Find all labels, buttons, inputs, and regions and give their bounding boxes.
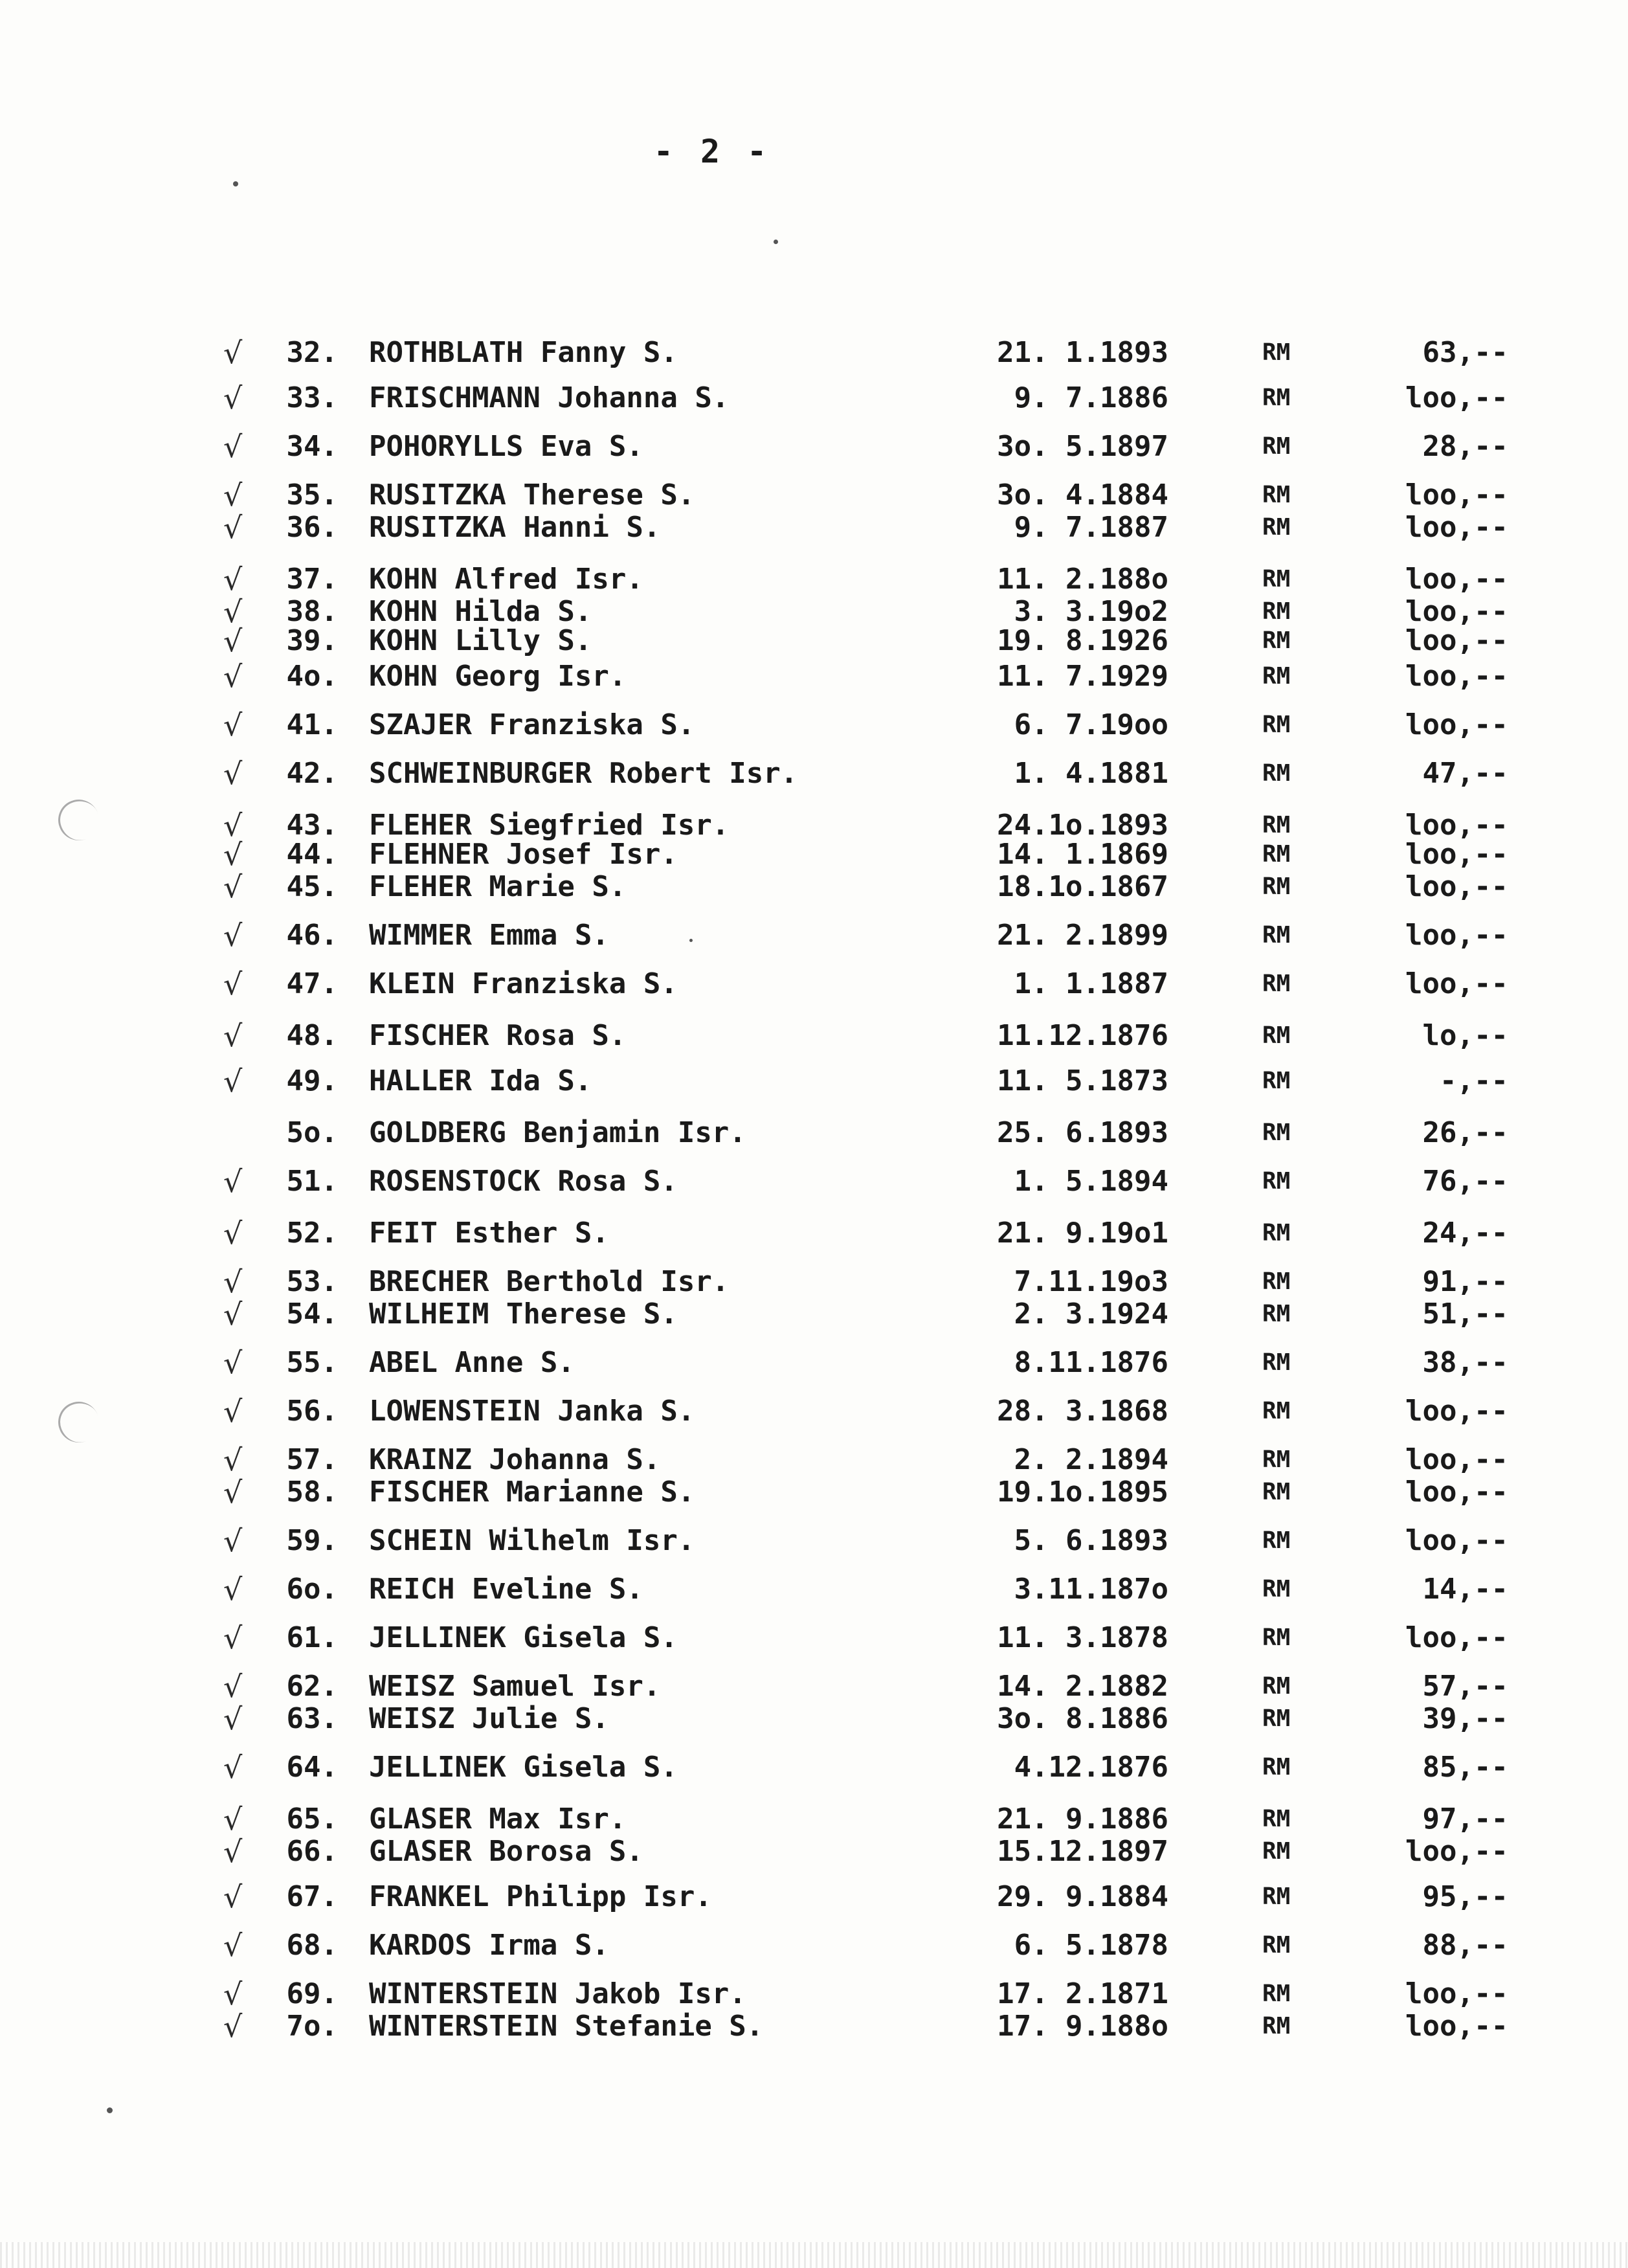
record-row [0,838,1628,871]
birth-date: 29. 9.1884 [997,1880,1168,1913]
person-name: KRAINZ Johanna S. [369,1443,661,1476]
record-number: 6o. [286,1573,338,1606]
birth-date: 6. 7.19oo [1014,708,1168,741]
currency: RM [1262,1398,1291,1424]
check-mark: √ [223,1064,243,1099]
person-name: ROTHBLATH Fanny S. [369,336,678,369]
currency: RM [1262,663,1291,690]
record-row [0,1573,1628,1606]
birth-date: 3. 3.19o2 [1014,595,1168,628]
currency: RM [1262,1268,1291,1295]
record-number: 58. [286,1476,338,1509]
birth-date: 24.1o.1893 [997,809,1168,842]
check-mark: √ [223,1701,243,1736]
record-row [0,1525,1628,1557]
record-number: 41. [286,708,338,741]
birth-date: 17. 2.1871 [997,1977,1168,2010]
record-row [0,1978,1628,2010]
amount: loo,-- [1405,381,1508,414]
check-mark: √ [223,1669,243,1704]
birth-date: 3.11.187o [1014,1573,1168,1606]
check-mark: √ [223,870,243,904]
check-mark: √ [223,1018,243,1053]
record-row [0,1476,1628,1509]
record-row [0,871,1628,903]
currency: RM [1262,514,1291,541]
birth-date: 1. 1.1887 [1014,967,1168,1000]
currency: RM [1262,1705,1291,1732]
record-row [0,337,1628,369]
birth-date: 21. 1.1893 [997,336,1168,369]
person-name: REICH Eveline S. [369,1573,643,1606]
record-number: 38. [286,595,338,628]
check-mark: √ [223,837,243,872]
currency: RM [1262,1168,1291,1195]
amount: -,-- [1440,1064,1508,1097]
record-number: 61. [286,1621,338,1654]
currency: RM [1262,598,1291,625]
record-number: 42. [286,757,338,790]
birth-date: 11. 7.1929 [997,660,1168,693]
check-mark: √ [223,1345,243,1380]
birth-date: 8.11.1876 [1014,1346,1168,1379]
record-row [0,1266,1628,1298]
record-row [0,1347,1628,1379]
check-mark: √ [223,1802,243,1837]
person-name: FLEHER Siegfried Isr. [369,809,730,842]
record-row [0,1117,1628,1149]
currency: RM [1262,922,1291,949]
amount: 38,-- [1422,1346,1508,1379]
record-row [0,919,1628,952]
person-name: FLEHNER Josef Isr. [369,838,678,871]
birth-date: 25. 6.1893 [997,1116,1168,1149]
amount: 39,-- [1422,1702,1508,1735]
person-name: WEISZ Julie S. [369,1702,609,1735]
amount: 63,-- [1422,336,1508,369]
record-row [0,479,1628,511]
record-row [0,1622,1628,1654]
record-number: 66. [286,1835,338,1868]
amount: loo,-- [1405,511,1508,544]
birth-date: 1. 5.1894 [1014,1165,1168,1198]
person-name: BRECHER Berthold Isr. [369,1265,730,1298]
currency: RM [1262,1220,1291,1246]
birth-date: 21. 9.1886 [997,1802,1168,1836]
record-row [0,1020,1628,1052]
person-name: GLASER Max Isr. [369,1802,627,1836]
currency: RM [1262,1576,1291,1602]
currency: RM [1262,760,1291,787]
person-name: FRISCHMANN Johanna S. [369,381,730,414]
birth-date: 17. 9.188o [997,2010,1168,2043]
birth-date: 2. 3.1924 [1014,1297,1168,1330]
check-mark: √ [223,1880,243,1914]
person-name: KOHN Hilda S. [369,595,592,628]
person-name: FRANKEL Philipp Isr. [369,1880,712,1913]
check-mark: √ [223,1264,243,1299]
amount: loo,-- [1405,809,1508,842]
record-number: 56. [286,1395,338,1428]
currency: RM [1262,1981,1291,2007]
amount: 91,-- [1422,1265,1508,1298]
birth-date: 11. 2.188o [997,563,1168,596]
person-name: SCHEIN Wilhelm Isr. [369,1524,695,1557]
birth-date: 6. 5.1878 [1014,1929,1168,1962]
currency: RM [1262,1883,1291,1910]
record-row [0,968,1628,1000]
birth-date: 11. 5.1873 [997,1064,1168,1097]
record-number: 39. [286,624,338,657]
person-name: WEISZ Samuel Isr. [369,1670,661,1703]
currency: RM [1262,627,1291,654]
birth-date: 19.1o.1895 [997,1476,1168,1509]
currency: RM [1262,1754,1291,1780]
record-row [0,1881,1628,1913]
check-mark: √ [223,562,243,597]
amount: loo,-- [1405,967,1508,1000]
check-mark: √ [223,1523,243,1558]
check-mark: √ [223,1164,243,1199]
currency: RM [1262,1932,1291,1959]
record-row [0,1670,1628,1703]
person-name: KOHN Lilly S. [369,624,592,657]
person-name: FISCHER Rosa S. [369,1019,627,1052]
birth-date: 3o. 5.1897 [997,430,1168,463]
record-number: 5o. [286,1116,338,1149]
record-row [0,1298,1628,1330]
currency: RM [1262,385,1291,411]
birth-date: 7.11.19o3 [1014,1265,1168,1298]
currency: RM [1262,1838,1291,1865]
birth-date: 2. 2.1894 [1014,1443,1168,1476]
record-row [0,1165,1628,1198]
currency: RM [1262,841,1291,868]
amount: loo,-- [1405,660,1508,693]
birth-date: 19. 8.1926 [997,624,1168,657]
check-mark: √ [223,1928,243,1963]
amount: loo,-- [1405,1476,1508,1509]
check-mark: √ [223,1443,243,1477]
record-number: 36. [286,511,338,544]
record-number: 32. [286,336,338,369]
amount: loo,-- [1405,624,1508,657]
amount: loo,-- [1405,1443,1508,1476]
amount: loo,-- [1405,870,1508,903]
amount: 76,-- [1422,1165,1508,1198]
record-row [0,1803,1628,1836]
check-mark: √ [223,335,243,370]
birth-date: 14. 2.1882 [997,1670,1168,1703]
scan-edge [0,2242,1628,2268]
person-name: RUSITZKA Therese S. [369,478,695,511]
record-number: 68. [286,1929,338,1962]
record-number: 45. [286,870,338,903]
record-number: 65. [286,1802,338,1836]
person-name: JELLINEK Gisela S. [369,1621,678,1654]
check-mark: √ [223,808,243,843]
check-mark: √ [223,1621,243,1656]
record-row [0,1065,1628,1097]
amount: lo,-- [1422,1019,1508,1052]
record-row [0,625,1628,657]
currency: RM [1262,1806,1291,1832]
person-name: SCHWEINBURGER Robert Isr. [369,757,798,790]
record-number: 67. [286,1880,338,1913]
check-mark: √ [223,429,243,464]
person-name: WINTERSTEIN Jakob Isr. [369,1977,746,2010]
birth-date: 3o. 8.1886 [997,1702,1168,1735]
check-mark: √ [223,708,243,743]
currency: RM [1262,1624,1291,1651]
birth-date: 1. 4.1881 [1014,757,1168,790]
record-row [0,1217,1628,1250]
check-mark: √ [223,1977,243,2012]
amount: 47,-- [1422,757,1508,790]
check-mark: √ [223,1297,243,1332]
amount: loo,-- [1405,838,1508,871]
amount: loo,-- [1405,595,1508,628]
currency: RM [1262,1301,1291,1327]
amount: 57,-- [1422,1670,1508,1703]
check-mark: √ [223,756,243,791]
record-number: 35. [286,478,338,511]
check-mark: √ [223,1475,243,1510]
amount: 51,-- [1422,1297,1508,1330]
amount: 14,-- [1422,1573,1508,1606]
record-number: 49. [286,1064,338,1097]
currency: RM [1262,1673,1291,1700]
record-number: 69. [286,1977,338,2010]
person-name: GOLDBERG Benjamin Isr. [369,1116,746,1149]
check-mark: √ [223,1572,243,1607]
currency: RM [1262,873,1291,900]
record-row [0,1929,1628,1962]
check-mark: √ [223,510,243,545]
record-number: 64. [286,1751,338,1784]
record-row [0,382,1628,414]
currency: RM [1262,566,1291,592]
birth-date: 9. 7.1887 [1014,511,1168,544]
currency: RM [1262,1068,1291,1094]
currency: RM [1262,1527,1291,1554]
amount: loo,-- [1405,2010,1508,2043]
person-name: SZAJER Franziska S. [369,708,695,741]
amount: 24,-- [1422,1217,1508,1250]
amount: loo,-- [1405,1835,1508,1868]
birth-date: 3o. 4.1884 [997,478,1168,511]
record-number: 43. [286,809,338,842]
person-name: FLEHER Marie S. [369,870,627,903]
birth-date: 18.1o.1867 [997,870,1168,903]
currency: RM [1262,433,1291,460]
record-row [0,431,1628,463]
currency: RM [1262,812,1291,838]
amount: loo,-- [1405,919,1508,952]
currency: RM [1262,712,1291,738]
amount: loo,-- [1405,1621,1508,1654]
amount: 95,-- [1422,1880,1508,1913]
record-number: 7o. [286,2010,338,2043]
record-number: 37. [286,563,338,596]
person-name: ROSENSTOCK Rosa S. [369,1165,678,1198]
person-name: KARDOS Irma S. [369,1929,609,1962]
record-row [0,809,1628,842]
record-row [0,758,1628,790]
record-row [0,660,1628,693]
person-name: LOWENSTEIN Janka S. [369,1395,695,1428]
birth-date: 11.12.1876 [997,1019,1168,1052]
check-mark: √ [223,918,243,953]
amount: loo,-- [1405,563,1508,596]
record-number: 57. [286,1443,338,1476]
record-number: 55. [286,1346,338,1379]
currency: RM [1262,339,1291,366]
record-row [0,709,1628,741]
person-name: FISCHER Marianne S. [369,1476,695,1509]
check-mark: √ [223,2009,243,2044]
amount: 97,-- [1422,1802,1508,1836]
amount: loo,-- [1405,1524,1508,1557]
amount: loo,-- [1405,1977,1508,2010]
record-number: 48. [286,1019,338,1052]
amount: loo,-- [1405,1395,1508,1428]
record-row [0,1703,1628,1735]
amount: 88,-- [1422,1929,1508,1962]
record-number: 51. [286,1165,338,1198]
record-row [0,1395,1628,1428]
birth-date: 11. 3.1878 [997,1621,1168,1654]
page-number: - 2 - [653,133,771,170]
record-number: 54. [286,1297,338,1330]
check-mark: √ [223,623,243,658]
check-mark: √ [223,478,243,513]
record-row [0,1751,1628,1784]
record-row [0,596,1628,628]
check-mark: √ [223,659,243,694]
birth-date: 9. 7.1886 [1014,381,1168,414]
record-number: 34. [286,430,338,463]
record-row [0,2010,1628,2043]
person-name: WILHEIM Therese S. [369,1297,678,1330]
birth-date: 28. 3.1868 [997,1395,1168,1428]
currency: RM [1262,1119,1291,1146]
birth-date: 21. 2.1899 [997,919,1168,952]
record-number: 63. [286,1702,338,1735]
person-name: WINTERSTEIN Stefanie S. [369,2010,764,2043]
currency: RM [1262,1446,1291,1473]
check-mark: √ [223,1394,243,1429]
record-number: 33. [286,381,338,414]
person-name: HALLER Ida S. [369,1064,592,1097]
currency: RM [1262,971,1291,997]
person-name: JELLINEK Gisela S. [369,1751,678,1784]
person-name: FEIT Esther S. [369,1217,609,1250]
record-row [0,511,1628,544]
person-name: KOHN Alfred Isr. [369,563,643,596]
birth-date: 21. 9.19o1 [997,1217,1168,1250]
check-mark: √ [223,1750,243,1785]
currency: RM [1262,482,1291,508]
currency: RM [1262,1479,1291,1505]
record-number: 44. [286,838,338,871]
birth-date: 14. 1.1869 [997,838,1168,871]
person-name: KLEIN Franziska S. [369,967,678,1000]
birth-date: 15.12.1897 [997,1835,1168,1868]
person-name: ABEL Anne S. [369,1346,575,1379]
person-name: KOHN Georg Isr. [369,660,627,693]
record-number: 46. [286,919,338,952]
check-mark: √ [223,967,243,1002]
currency: RM [1262,1022,1291,1049]
person-name: WIMMER Emma S. [369,919,609,952]
check-mark: √ [223,1216,243,1251]
person-name: RUSITZKA Hanni S. [369,511,661,544]
record-number: 52. [286,1217,338,1250]
currency: RM [1262,1349,1291,1376]
person-name: GLASER Borosa S. [369,1835,643,1868]
amount: 28,-- [1422,430,1508,463]
record-number: 62. [286,1670,338,1703]
record-number: 53. [286,1265,338,1298]
person-name: POHORYLLS Eva S. [369,430,643,463]
record-number: 59. [286,1524,338,1557]
amount: loo,-- [1405,708,1508,741]
record-number: 47. [286,967,338,1000]
amount: 26,-- [1422,1116,1508,1149]
check-mark: √ [223,1834,243,1869]
currency: RM [1262,2013,1291,2039]
amount: loo,-- [1405,478,1508,511]
record-row [0,1444,1628,1476]
amount: 85,-- [1422,1751,1508,1784]
check-mark: √ [223,381,243,416]
record-row [0,563,1628,596]
record-number: 4o. [286,660,338,693]
record-row [0,1836,1628,1868]
birth-date: 4.12.1876 [1014,1751,1168,1784]
birth-date: 5. 6.1893 [1014,1524,1168,1557]
check-mark: √ [223,594,243,629]
